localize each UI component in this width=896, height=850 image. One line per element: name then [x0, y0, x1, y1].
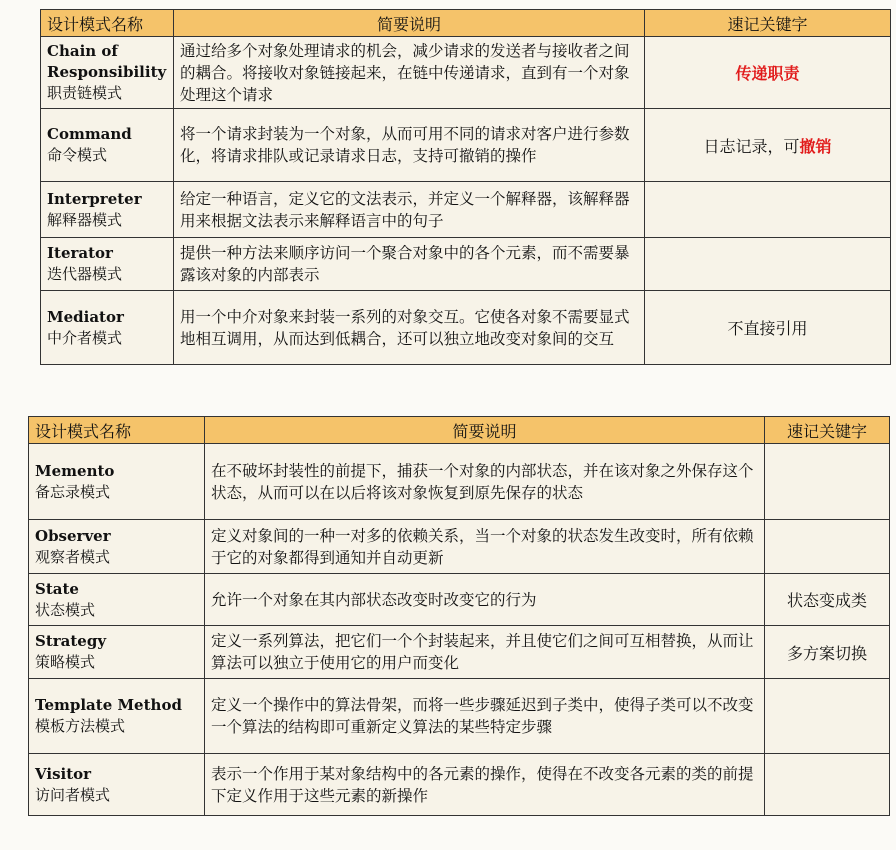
pattern-chinese-name: 访问者模式 — [35, 785, 111, 804]
pattern-name-cell — [41, 182, 174, 238]
header-keyword: 速记关键字 — [765, 417, 890, 444]
pattern-keyword — [645, 291, 891, 365]
table-row — [29, 574, 890, 626]
pattern-name-cell — [41, 291, 174, 365]
keyword-plain: 不直接引用 — [727, 319, 808, 338]
pattern-name-cell — [29, 444, 205, 520]
keyword-plain: 日志记录，可 — [703, 136, 800, 156]
pattern-english-name: Mediator — [47, 307, 124, 326]
table-row — [29, 444, 890, 520]
pattern-description: 在不破坏封装性的前提下，捕获一个对象的内部状态，并在该对象之外保存这个状态，从而可以在以后将该对象恢复到原先保存的状态 — [205, 444, 765, 520]
pattern-name-cell — [29, 574, 205, 626]
table-header-row — [29, 417, 890, 444]
pattern-keyword — [645, 109, 891, 182]
pattern-description: 定义一系列算法，把它们一个个封装起来，并且使它们之间可互相替换，从而让算法可以独立于使用它的用户而变化 — [205, 626, 765, 679]
header-pattern-name: 设计模式名称 — [41, 10, 174, 37]
pattern-name-cell — [29, 626, 205, 679]
pattern-keyword — [765, 520, 890, 574]
pattern-keyword — [765, 679, 890, 754]
table-row — [29, 679, 890, 754]
pattern-description: 允许一个对象在其内部状态改变时改变它的行为 — [205, 574, 765, 626]
pattern-keyword — [765, 444, 890, 520]
pattern-description: 定义对象间的一种一对多的依赖关系，当一个对象的状态发生改变时，所有依赖于它的对象都得到通知并自动更新 — [205, 520, 765, 574]
table-row — [41, 291, 891, 365]
pattern-description: 用一个中介对象来封装一系列的对象交互。它使各对象不需要显式地相互调用，从而达到低耦合，还可以独立地改变对象间的交互 — [174, 291, 645, 365]
behavioral-patterns-table-1 — [40, 9, 891, 365]
table-row — [41, 182, 891, 238]
pattern-english-name: State — [35, 579, 79, 598]
pattern-keyword — [645, 182, 891, 238]
header-pattern-name: 设计模式名称 — [29, 417, 205, 444]
pattern-description: 定义一个操作中的算法骨架，而将一些步骤延迟到子类中，使得子类可以不改变一个算法的结构即可重新定义算法的某些特定步骤 — [205, 679, 765, 754]
pattern-english-name: Interpreter — [47, 189, 142, 208]
pattern-chinese-name: 解释器模式 — [47, 210, 123, 229]
table-row — [29, 626, 890, 679]
pattern-keyword: 多方案切换 — [765, 626, 890, 679]
pattern-keyword: 状态变成类 — [765, 574, 890, 626]
pattern-english-name: Chain of Responsibility — [47, 42, 167, 81]
table-row — [41, 238, 891, 291]
pattern-chinese-name: 职责链模式 — [47, 84, 123, 102]
pattern-name-cell — [29, 679, 205, 754]
pattern-description: 表示一个作用于某对象结构中的各元素的操作，使得在不改变各元素的类的前提下定义作用于这些元素的新操作 — [205, 754, 765, 816]
header-keyword: 速记关键字 — [645, 10, 891, 37]
pattern-description: 通过给多个对象处理请求的机会，减少请求的发送者与接收者之间的耦合。将接收对象链接起来，在链中传递请求，直到有一个对象处理这个请求 — [174, 37, 645, 109]
pattern-english-name: Template Method — [35, 696, 182, 714]
pattern-description: 提供一种方法来顺序访问一个聚合对象中的各个元素，而不需要暴露该对象的内部表示 — [174, 238, 645, 291]
pattern-chinese-name: 备忘录模式 — [35, 482, 111, 501]
pattern-name-cell — [41, 238, 174, 291]
table-row — [41, 109, 891, 182]
header-description: 简要说明 — [174, 10, 645, 37]
pattern-english-name: Iterator — [47, 244, 113, 262]
pattern-chinese-name: 迭代器模式 — [47, 265, 123, 283]
table-row — [29, 754, 890, 816]
pattern-chinese-name: 策略模式 — [35, 653, 96, 671]
pattern-keyword — [645, 238, 891, 291]
pattern-english-name: Observer — [35, 526, 111, 545]
table-row — [41, 37, 891, 109]
table-header-row — [41, 10, 891, 37]
pattern-chinese-name: 状态模式 — [35, 600, 96, 619]
pattern-english-name: Visitor — [35, 764, 92, 783]
pattern-chinese-name: 模板方法模式 — [35, 717, 126, 735]
pattern-name-cell — [29, 520, 205, 574]
pattern-description: 将一个请求封装为一个对象，从而可用不同的请求对客户进行参数化，将请求排队或记录请求日志，支持可撤销的操作 — [174, 109, 645, 182]
pattern-name-cell — [41, 37, 174, 109]
pattern-keyword — [765, 754, 890, 816]
pattern-english-name: Strategy — [35, 632, 107, 650]
pattern-keyword — [645, 37, 891, 109]
pattern-name-cell — [29, 754, 205, 816]
behavioral-patterns-table-2 — [28, 416, 890, 816]
pattern-description: 给定一种语言，定义它的文法表示，并定义一个解释器，该解释器用来根据文法表示来解释语言中的句子 — [174, 182, 645, 238]
header-description: 简要说明 — [205, 417, 765, 444]
table-row — [29, 520, 890, 574]
keyword-highlight: 传递职责 — [735, 64, 800, 83]
pattern-chinese-name: 命令模式 — [47, 146, 108, 164]
pattern-english-name: Command — [47, 125, 132, 143]
pattern-chinese-name: 中介者模式 — [47, 328, 123, 347]
keyword-highlight: 撤销 — [799, 136, 832, 156]
pattern-name-cell — [41, 109, 174, 182]
pattern-chinese-name: 观察者模式 — [35, 547, 111, 566]
pattern-english-name: Memento — [35, 461, 115, 480]
